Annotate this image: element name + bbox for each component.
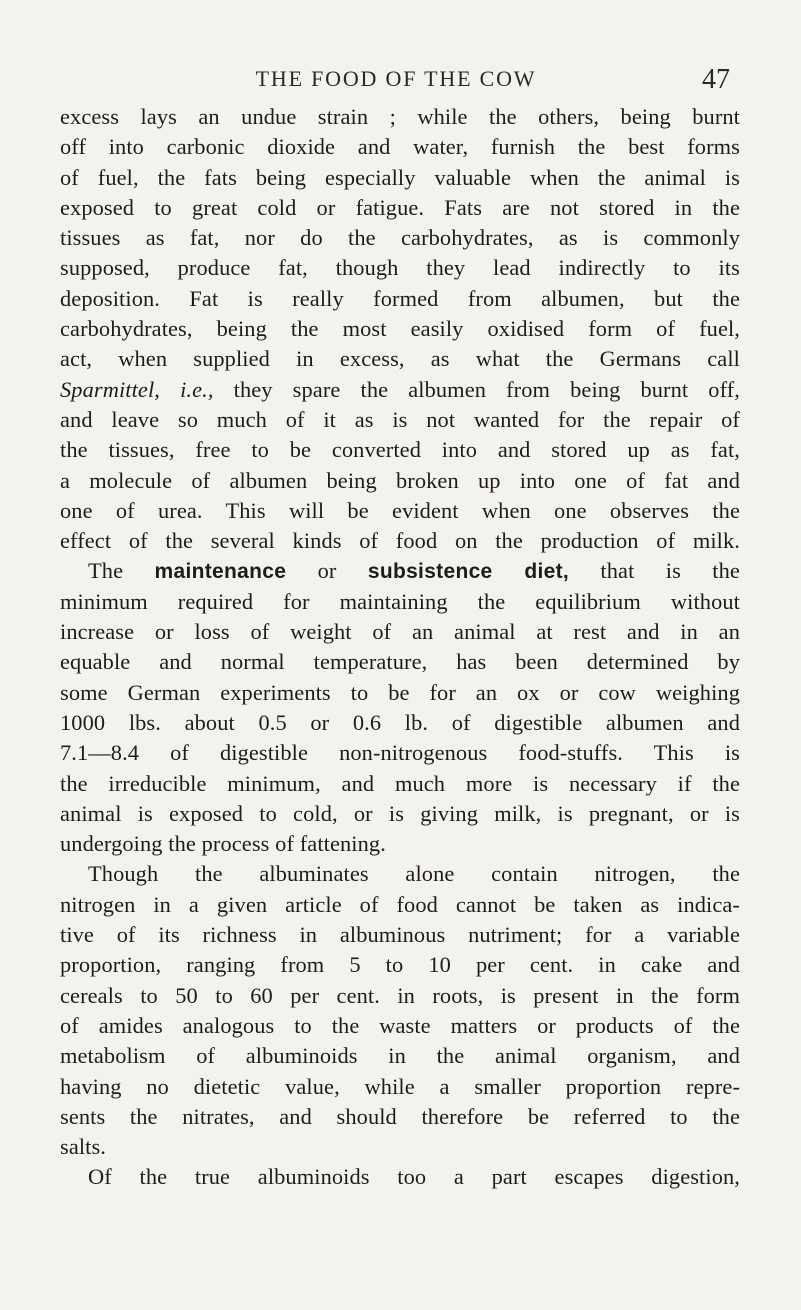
line-text: act, when supplied in excess, as what the Germans call <box>60 346 740 372</box>
text-line: animal is exposed to cold, or is giving milk, is pregnant, or is <box>60 800 740 826</box>
text-line: off into carbonic dioxide and water, furnish the best forms <box>60 134 740 160</box>
text-line <box>60 556 740 586</box>
text-line: and leave so much of it as is not wanted for the repair of <box>60 406 740 432</box>
text-line: metabolism of albuminoids in the animal organism, and <box>60 1043 740 1069</box>
text-line: cereals to 50 to 60 per cent. in roots, is present in the form <box>60 982 740 1008</box>
italic-abbrev: i.e., <box>180 376 214 402</box>
text-line: exposed to great cold or fatigue. Fats are not stored in the <box>60 194 740 220</box>
text-line: salts. <box>60 1134 107 1160</box>
text-line: a molecule of albumen being broken up into one of fat and <box>60 467 740 493</box>
text-line: of amides analogous to the waste matters or products of the <box>60 1012 740 1038</box>
line-text: or <box>317 558 337 584</box>
running-title: THE FOOD OF THE COW <box>255 66 537 91</box>
line-text: that is the <box>600 558 740 584</box>
page-number: 47 <box>702 64 730 95</box>
text-line: the tissues, free to be converted into and stored up as fat, <box>60 437 740 463</box>
italic-term: Sparmittel, <box>60 376 160 402</box>
text-line: minimum required for maintaining the equilibrium without <box>60 588 740 614</box>
bold-term: maintenance <box>154 560 287 584</box>
text-line: tissues as fat, nor do the carbohydrates, as is commonly <box>60 225 740 251</box>
text-line: undergoing the process of fattening. <box>60 831 386 857</box>
text-line: having no dietetic value, while a smaller proportion repre- <box>60 1073 740 1099</box>
text-line: one of urea. This will be evident when one observes the <box>60 497 740 523</box>
text-line: equable and normal temperature, has been determined by <box>60 649 740 675</box>
line-text: they spare the albumen from being burnt off, <box>233 376 740 402</box>
body-text <box>60 102 740 1193</box>
text-line: increase or loss of weight of an animal at rest and in an <box>60 619 740 645</box>
text-line <box>60 344 740 374</box>
text-line: some German experiments to be for an ox or cow weighing <box>60 679 740 705</box>
text-line: Of the true albuminoids too a part escapes digestion, <box>88 1164 740 1190</box>
text-line: deposition. Fat is really formed from albumen, but the <box>60 285 740 311</box>
text-line: proportion, ranging from 5 to 10 per cent. in cake and <box>60 952 740 978</box>
text-line: carbohydrates, being the most easily oxidised form of fuel, <box>60 316 740 342</box>
text-line: of fuel, the fats being especially valuable when the animal is <box>60 164 740 190</box>
bold-term: subsistence diet, <box>367 560 570 584</box>
text-line: Though the albuminates alone contain nitrogen, the <box>88 861 740 887</box>
text-line: tive of its richness in albuminous nutriment; for a variable <box>60 922 740 948</box>
text-line: 1000 lbs. about 0.5 or 0.6 lb. of digestible albumen and <box>60 709 740 735</box>
text-line: sents the nitrates, and should therefore be referred to the <box>60 1103 740 1129</box>
line-text: The <box>88 558 124 584</box>
text-line: effect of the several kinds of food on the production of milk. <box>60 528 740 554</box>
text-line: the irreducible minimum, and much more is necessary if the <box>60 770 740 796</box>
text-line: excess lays an undue strain ; while the others, being burnt <box>60 104 740 129</box>
text-line <box>60 375 740 405</box>
text-line: 7.1—8.4 of digestible non-nitrogenous food-stuffs. This is <box>60 740 740 766</box>
text-line: supposed, produce fat, though they lead indirectly to its <box>60 255 740 281</box>
page-header <box>60 60 732 100</box>
text-line: nitrogen in a given article of food cannot be taken as indica- <box>60 891 740 917</box>
